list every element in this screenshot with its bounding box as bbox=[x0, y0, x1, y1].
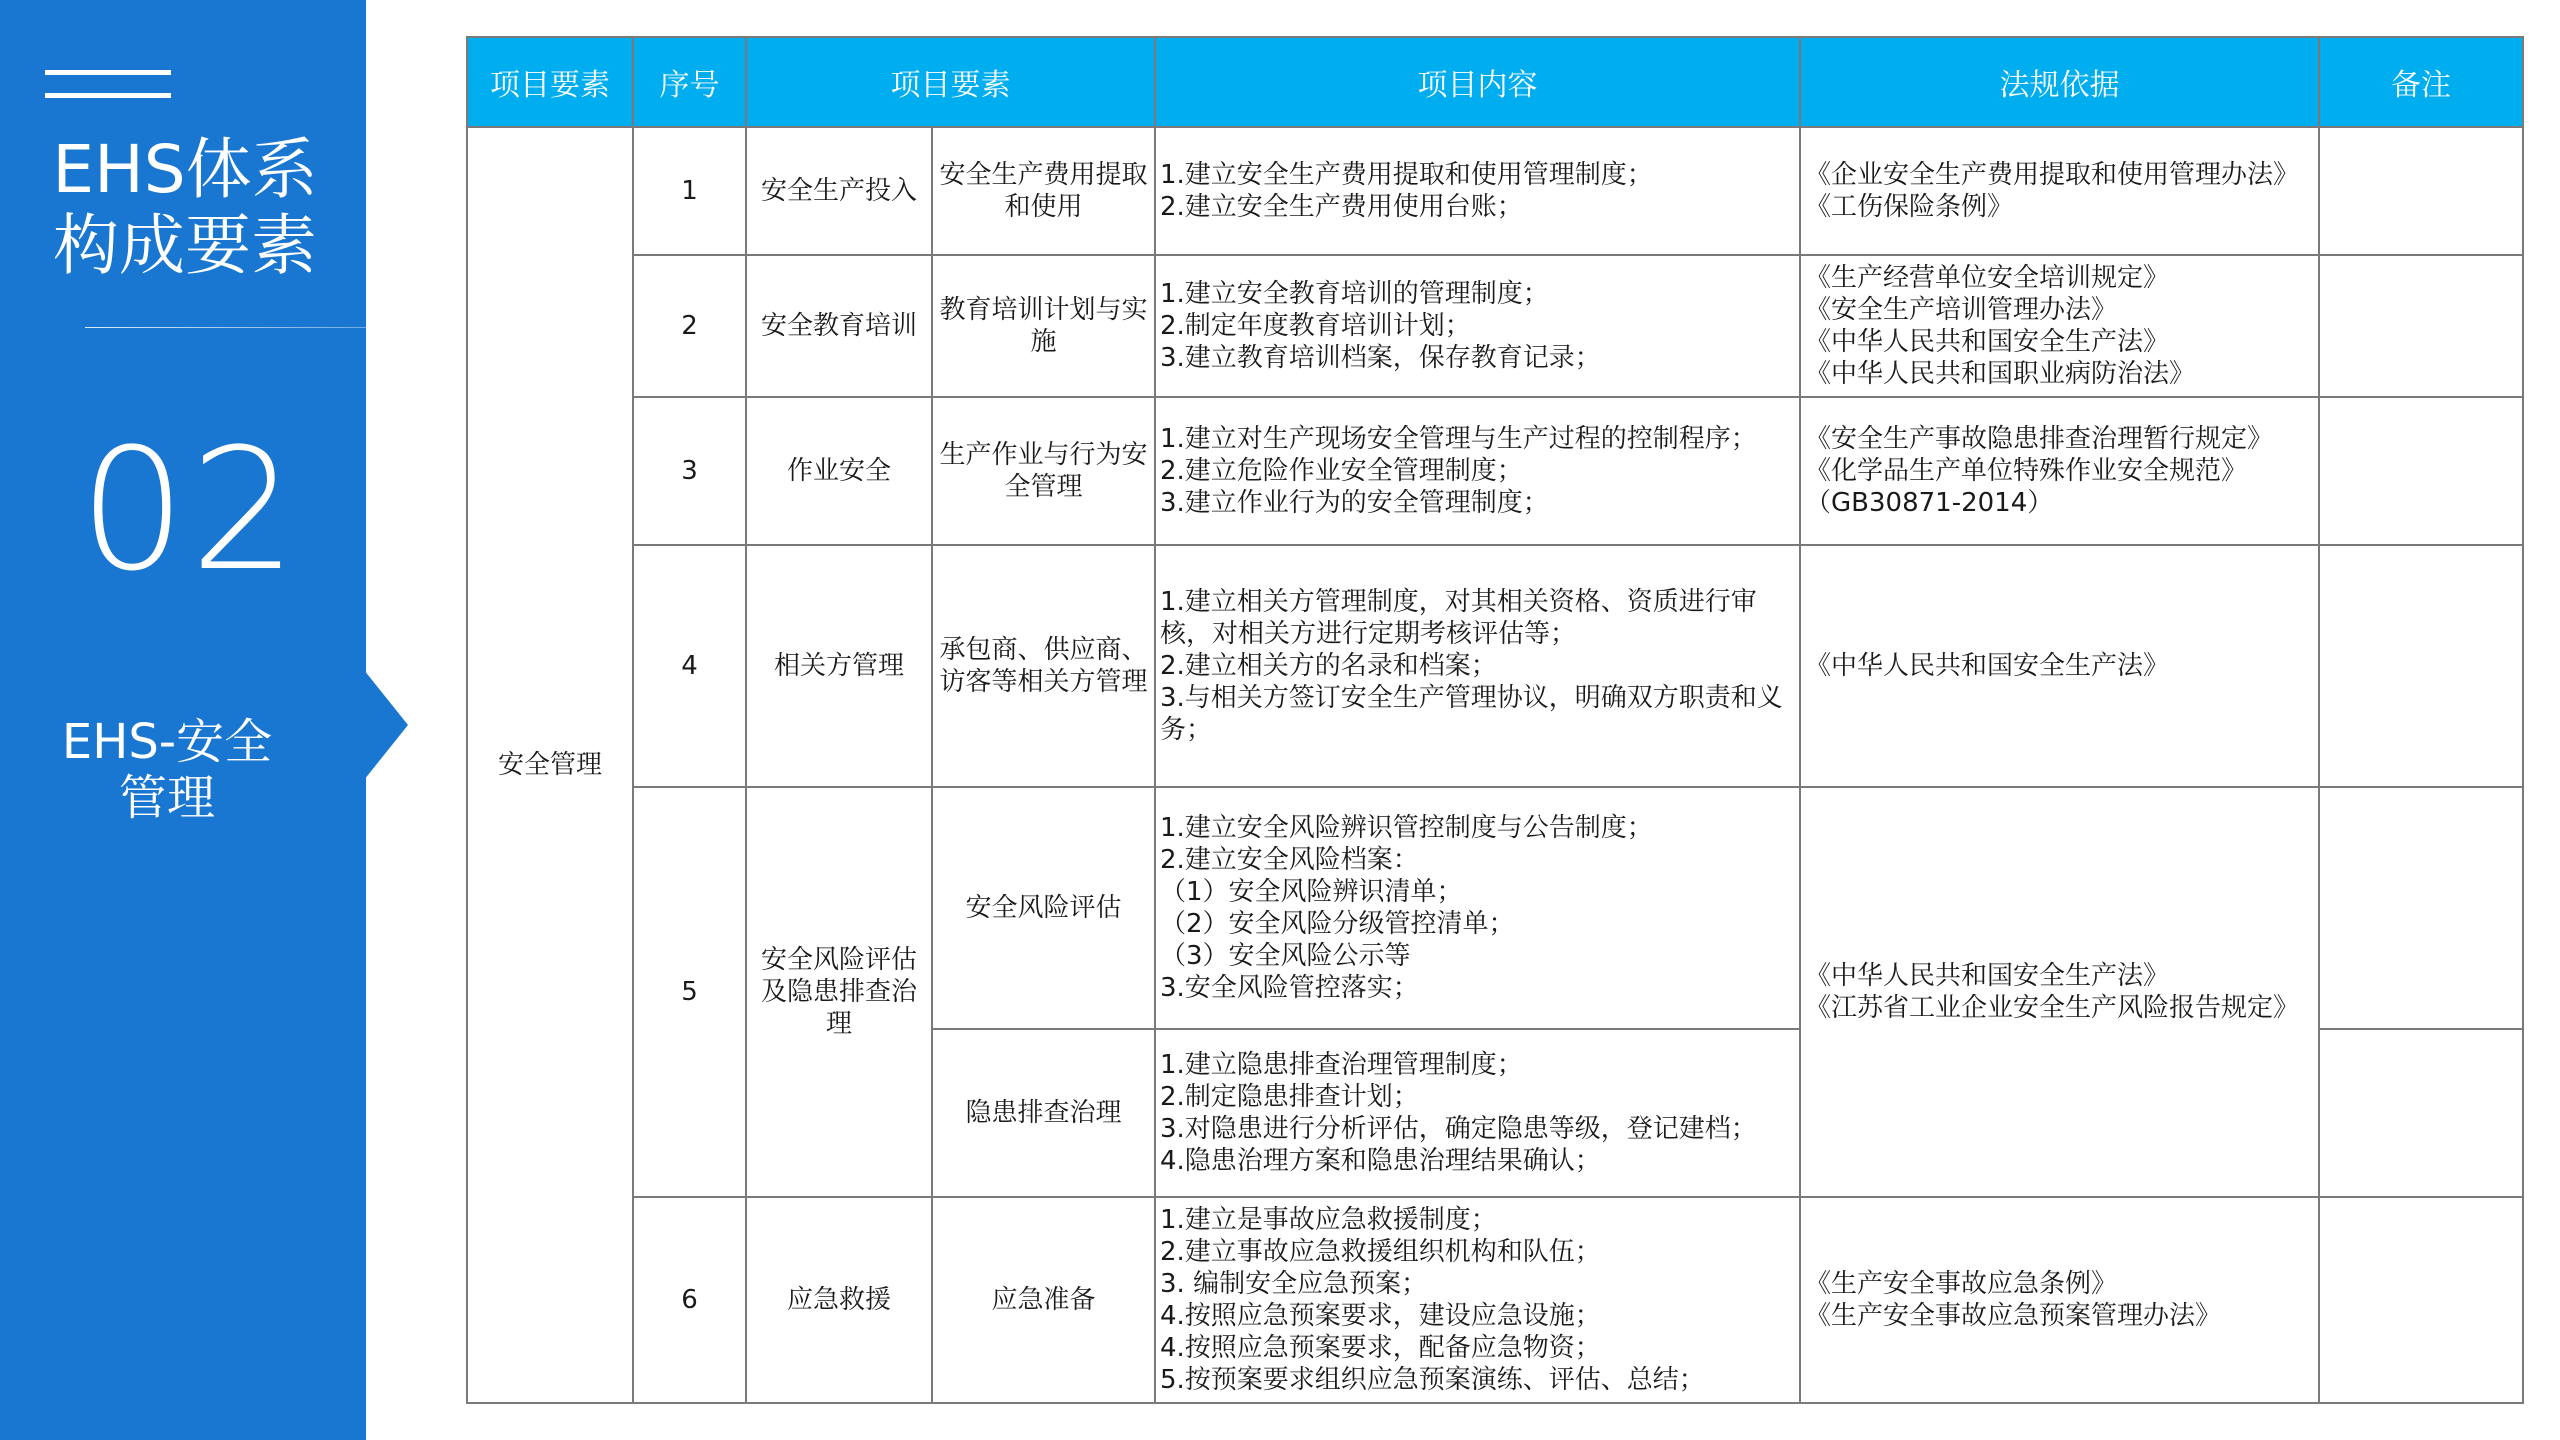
content-line: （3）安全风险公示等 bbox=[1160, 941, 1411, 971]
element-cell: 应急救援 bbox=[746, 1197, 932, 1403]
content-line: 1.建立是事故应急救援制度； bbox=[1160, 1205, 1497, 1235]
content-line: 2.制定年度教育培训计划； bbox=[1160, 311, 1471, 341]
content-cell bbox=[1155, 787, 1800, 1029]
law-line: 《中华人民共和国安全生产法》 bbox=[1805, 651, 2170, 681]
content-line: 4.隐患治理方案和隐患治理结果确认； bbox=[1160, 1146, 1601, 1176]
sub-element-cell: 隐患排查治理 bbox=[932, 1029, 1155, 1197]
remark-cell bbox=[2319, 127, 2523, 255]
sub-element-cell: 应急准备 bbox=[932, 1197, 1155, 1403]
header-remark: 备注 bbox=[2319, 37, 2523, 127]
content-cell bbox=[1155, 255, 1800, 397]
content-cell bbox=[1155, 127, 1800, 255]
remark-cell bbox=[2319, 397, 2523, 545]
element-cell: 安全风险评估及隐患排查治理 bbox=[746, 787, 932, 1197]
law-line: 《江苏省工业企业安全生产风险报告规定》 bbox=[1805, 993, 2300, 1023]
remark-cell bbox=[2319, 1029, 2523, 1197]
menu-lines-icon bbox=[45, 70, 171, 116]
table-row bbox=[467, 397, 2523, 545]
sub-element-cell: 承包商、供应商、访客等相关方管理 bbox=[932, 545, 1155, 787]
law-cell bbox=[1800, 545, 2319, 787]
element-cell: 相关方管理 bbox=[746, 545, 932, 787]
law-line: 《中华人民共和国职业病防治法》 bbox=[1805, 359, 2196, 389]
header-law: 法规依据 bbox=[1800, 37, 2319, 127]
header-content: 项目内容 bbox=[1155, 37, 1800, 127]
content-line: 2.建立安全生产费用使用台账； bbox=[1160, 192, 1523, 222]
remark-cell bbox=[2319, 1197, 2523, 1403]
header-element: 项目要素 bbox=[746, 37, 1155, 127]
content-line: 1.建立安全教育培训的管理制度； bbox=[1160, 279, 1549, 309]
remark-cell bbox=[2319, 787, 2523, 1029]
law-line: 《生产经营单位安全培训规定》 bbox=[1805, 263, 2170, 293]
sidebar bbox=[0, 0, 366, 1440]
element-cell: 安全生产投入 bbox=[746, 127, 932, 255]
remark-cell bbox=[2319, 255, 2523, 397]
content-line: 2.建立危险作业安全管理制度； bbox=[1160, 456, 1523, 486]
content-line: 3.建立教育培训档案，保存教育记录； bbox=[1160, 343, 1601, 373]
content-cell bbox=[1155, 545, 1800, 787]
content-line: 3.安全风险管控落实； bbox=[1160, 973, 1419, 1003]
law-line: 《化学品生产单位特殊作业安全规范》 bbox=[1805, 456, 2248, 486]
table-row bbox=[467, 255, 2523, 397]
content-line: 3. 编制安全应急预案； bbox=[1160, 1269, 1428, 1299]
sidebar-divider bbox=[85, 327, 505, 328]
header-category: 项目要素 bbox=[467, 37, 633, 127]
content-line: 2.建立相关方的名录和档案； bbox=[1160, 651, 1497, 681]
content-line: 2.建立安全风险档案： bbox=[1160, 845, 1419, 875]
row-number: 6 bbox=[633, 1197, 746, 1403]
content-line: 3.建立作业行为的安全管理制度； bbox=[1160, 488, 1549, 518]
table-header-row bbox=[467, 37, 2523, 127]
ehs-elements-table bbox=[466, 36, 2524, 1404]
content-line: 1.建立相关方管理制度，对其相关资格、资质进行审核，对相关方进行定期考核评估等； bbox=[1160, 587, 1757, 649]
content-line: 1.建立安全生产费用提取和使用管理制度； bbox=[1160, 160, 1653, 190]
content-line: 2.建立事故应急救援组织机构和队伍； bbox=[1160, 1237, 1601, 1267]
sub-element-cell: 安全风险评估 bbox=[932, 787, 1155, 1029]
law-line: 《安全生产事故隐患排查治理暂行规定》 bbox=[1805, 424, 2274, 454]
category-cell: 安全管理 bbox=[467, 127, 633, 1403]
content-line: 3.对隐患进行分析评估，确定隐患等级，登记建档； bbox=[1160, 1114, 1757, 1144]
law-line: （GB30871-2014） bbox=[1805, 488, 2054, 518]
table-row bbox=[467, 1197, 2523, 1403]
law-cell bbox=[1800, 127, 2319, 255]
table-row bbox=[467, 127, 2523, 255]
content-cell bbox=[1155, 397, 1800, 545]
law-cell bbox=[1800, 255, 2319, 397]
law-line: 《企业安全生产费用提取和使用管理办法》 bbox=[1805, 160, 2300, 190]
law-line: 《中华人民共和国安全生产法》 bbox=[1805, 327, 2170, 357]
law-line: 《生产安全事故应急预案管理办法》 bbox=[1805, 1301, 2222, 1331]
content-line: （2）安全风险分级管控清单； bbox=[1160, 909, 1515, 939]
section-number: 02 bbox=[79, 412, 301, 608]
ehs-table-container bbox=[466, 36, 2522, 1404]
law-cell bbox=[1800, 397, 2319, 545]
element-cell: 安全教育培训 bbox=[746, 255, 932, 397]
law-line: 《安全生产培训管理办法》 bbox=[1805, 295, 2118, 325]
row-number: 1 bbox=[633, 127, 746, 255]
law-cell bbox=[1800, 1197, 2319, 1403]
law-line: 《中华人民共和国安全生产法》 bbox=[1805, 961, 2170, 991]
content-line: 4.按照应急预案要求，配备应急物资； bbox=[1160, 1333, 1601, 1363]
sub-element-cell: 教育培训计划与实施 bbox=[932, 255, 1155, 397]
header-number: 序号 bbox=[633, 37, 746, 127]
content-line: 4.按照应急预案要求，建设应急设施； bbox=[1160, 1301, 1601, 1331]
remark-cell bbox=[2319, 545, 2523, 787]
table-row bbox=[467, 787, 2523, 1029]
content-cell bbox=[1155, 1029, 1800, 1197]
row-number: 3 bbox=[633, 397, 746, 545]
content-line: 1.建立安全风险辨识管控制度与公告制度； bbox=[1160, 813, 1653, 843]
content-line: 1.建立对生产现场安全管理与生产过程的控制程序； bbox=[1160, 424, 1757, 454]
row-number: 4 bbox=[633, 545, 746, 787]
sub-element-cell: 生产作业与行为安全管理 bbox=[932, 397, 1155, 545]
content-line: 3.与相关方签订安全生产管理协议，明确双方职责和义务； bbox=[1160, 683, 1783, 745]
content-cell bbox=[1155, 1197, 1800, 1403]
content-line: 2.制定隐患排查计划； bbox=[1160, 1082, 1419, 1112]
row-number: 5 bbox=[633, 787, 746, 1197]
sidebar-title: EHS体系构成要素 bbox=[52, 131, 318, 284]
sub-element-cell: 安全生产费用提取和使用 bbox=[932, 127, 1155, 255]
section-subtitle: EHS-安全管理 bbox=[61, 714, 273, 826]
law-line: 《工伤保险条例》 bbox=[1805, 192, 2014, 222]
row-number: 2 bbox=[633, 255, 746, 397]
law-line: 《生产安全事故应急条例》 bbox=[1805, 1269, 2118, 1299]
content-line: 1.建立隐患排查治理管理制度； bbox=[1160, 1050, 1523, 1080]
element-cell: 作业安全 bbox=[746, 397, 932, 545]
law-cell bbox=[1800, 787, 2319, 1197]
content-line: 5.按预案要求组织应急预案演练、评估、总结； bbox=[1160, 1365, 1705, 1395]
table-row bbox=[467, 545, 2523, 787]
sidebar-arrow-icon bbox=[364, 670, 408, 780]
content-line: （1）安全风险辨识清单； bbox=[1160, 877, 1463, 907]
